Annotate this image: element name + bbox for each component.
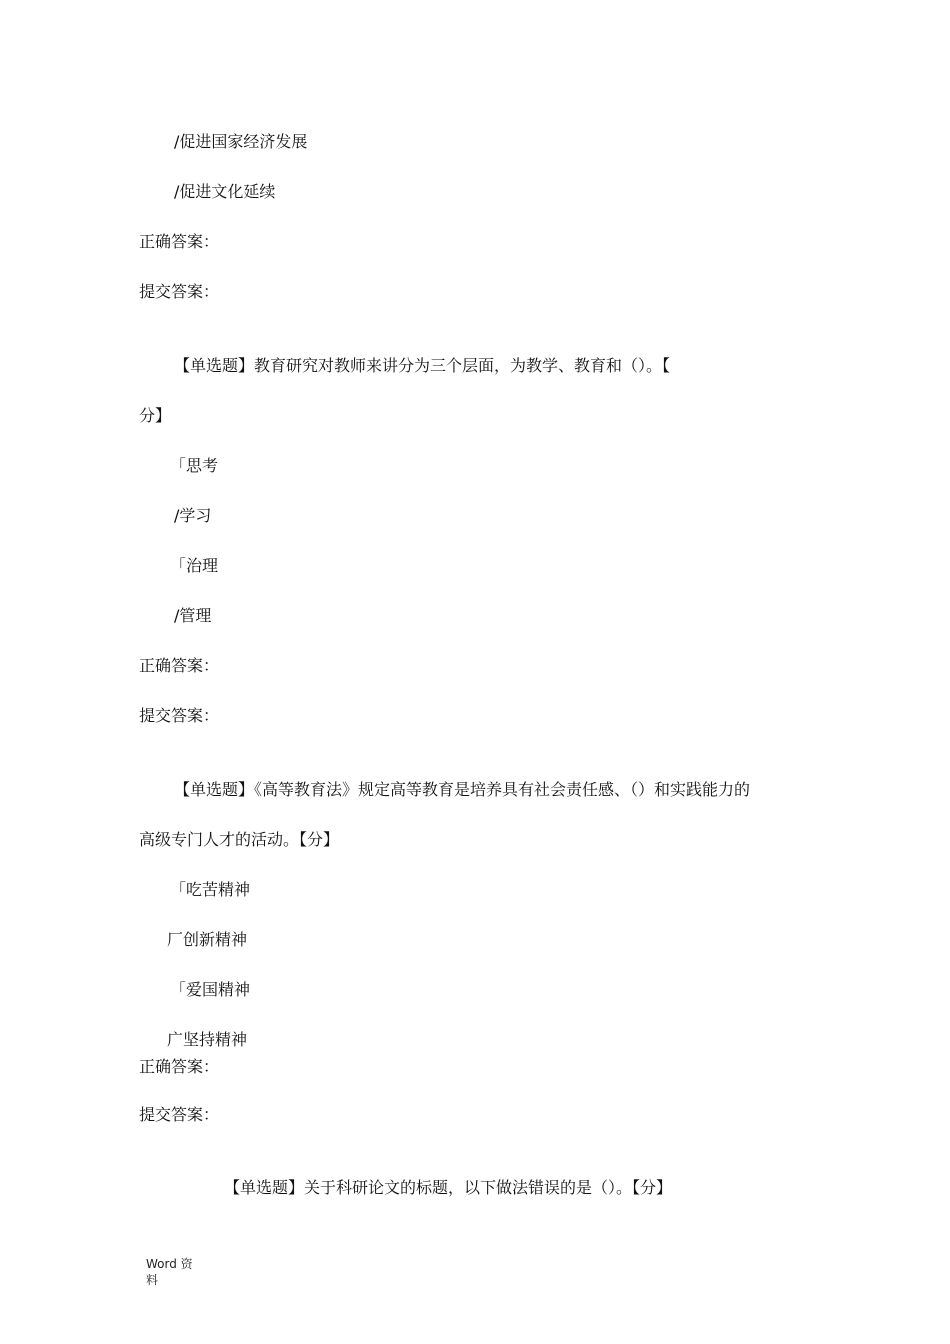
question-2-submit-answer-label: 提交答案：: [139, 1105, 220, 1124]
question-2-option-d[interactable]: 广坚持精神: [167, 1030, 248, 1049]
submit-answer-label: 提交答案：: [139, 282, 220, 301]
question-1-option-a[interactable]: 「思考: [170, 456, 219, 475]
page-footer: [146, 1256, 193, 1288]
question-2-option-b[interactable]: 厂创新精神: [167, 930, 248, 949]
correct-answer-label: 正确答案：: [139, 232, 220, 251]
question-1-option-c[interactable]: 「治理: [170, 556, 219, 575]
question-2-stem-line2: 高级专门人才的活动。【分】: [139, 830, 340, 849]
option-promote-culture[interactable]: /促进文化延续: [174, 182, 276, 201]
footer-line2: 料: [146, 1273, 159, 1287]
question-3-stem-line1: 【单选题】关于科研论文的标题，以下做法错误的是（）。【分】: [224, 1178, 673, 1197]
question-1-correct-answer-label: 正确答案：: [139, 656, 220, 675]
question-1-stem-line2: 分】: [139, 406, 172, 425]
footer-line1: Word 资: [146, 1257, 193, 1271]
question-1-stem-line1: 【单选题】教育研究对教师来讲分为三个层面，为教学、教育和（）。【: [174, 356, 671, 375]
question-1-submit-answer-label: 提交答案：: [139, 706, 220, 725]
question-1-option-b[interactable]: /学习: [174, 506, 212, 525]
question-2-stem-line1: 【单选题】《高等教育法》规定高等教育是培养具有社会责任感、（）和实践能力的: [174, 780, 751, 799]
question-1-option-d[interactable]: /管理: [174, 606, 212, 625]
option-promote-economy[interactable]: /促进国家经济发展: [174, 132, 308, 151]
question-2-correct-answer-label: 正确答案：: [139, 1057, 220, 1076]
question-2-option-c[interactable]: 「爱国精神: [170, 980, 251, 999]
question-2-option-a[interactable]: 「吃苦精神: [170, 880, 251, 899]
